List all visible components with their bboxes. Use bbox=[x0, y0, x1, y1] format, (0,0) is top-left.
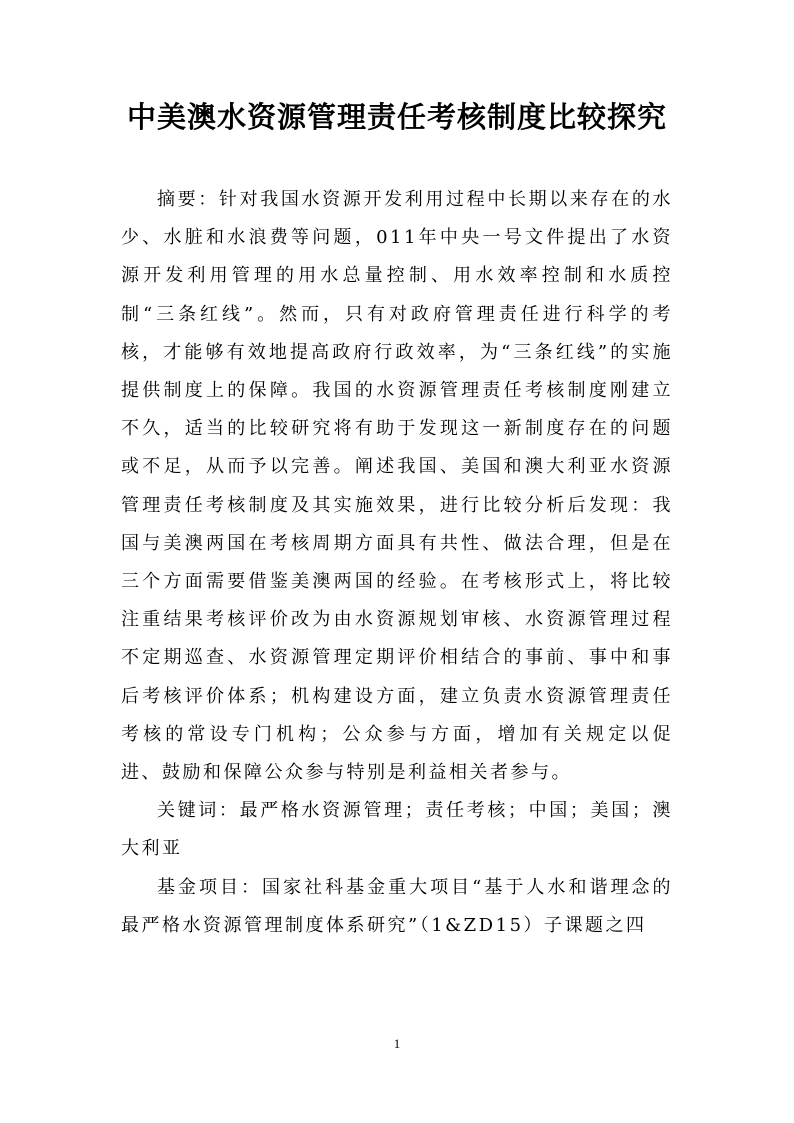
page-number: 1 bbox=[393, 1036, 401, 1051]
abstract-paragraph: 摘要：针对我国水资源开发利用过程中长期以来存在的水少、水脏和水浪费等问题，011年中央一号文件提出了水资源开发利用管理的用水总量控制、用水效率控制和水质控制“三条红线”。然而，只有对政府管理责任进行科学的考核，才能够有效地提高政府行政效率，为“三条红线”的实施提供制度上的保障。我国的水资源管理责任考核制度刚建立不久，适当的比较研究将有助于发现这一新制度存在的问题或不足，从而予以完善。阐述我国、美国和澳大利亚水资源管理责任考核制度及其实施效果，进行比较分析后发现：我国与美澳两国在考核周期方面具有共性、做法合理，但是在三个方面需要借鉴美澳两国的经验。在考核形式上，将比较注重结果考核评价改为由水资源规划审核、水资源管理过程不定期巡查、水资源管理定期评价相结合的事前、事中和事后考核评价体系；机构建设方面，建立负责水资源管理责任考核的常设专门机构；公众参与方面，增加有关规定以促进、鼓励和保障公众参与特别是利益相关者参与。 bbox=[121, 189, 673, 784]
document-body bbox=[121, 181, 673, 945]
keywords-paragraph: 关键词：最严格水资源管理；责任考核；中国；美国；澳大利亚 bbox=[121, 800, 673, 860]
funding-paragraph: 基金项目：国家社科基金重大项目“基于人水和谐理念的最严格水资源管理制度体系研究”（1&ZD15）子课题之四 bbox=[121, 876, 673, 936]
document-title: 中美澳水资源管理责任考核制度比较探究 bbox=[126, 100, 667, 134]
